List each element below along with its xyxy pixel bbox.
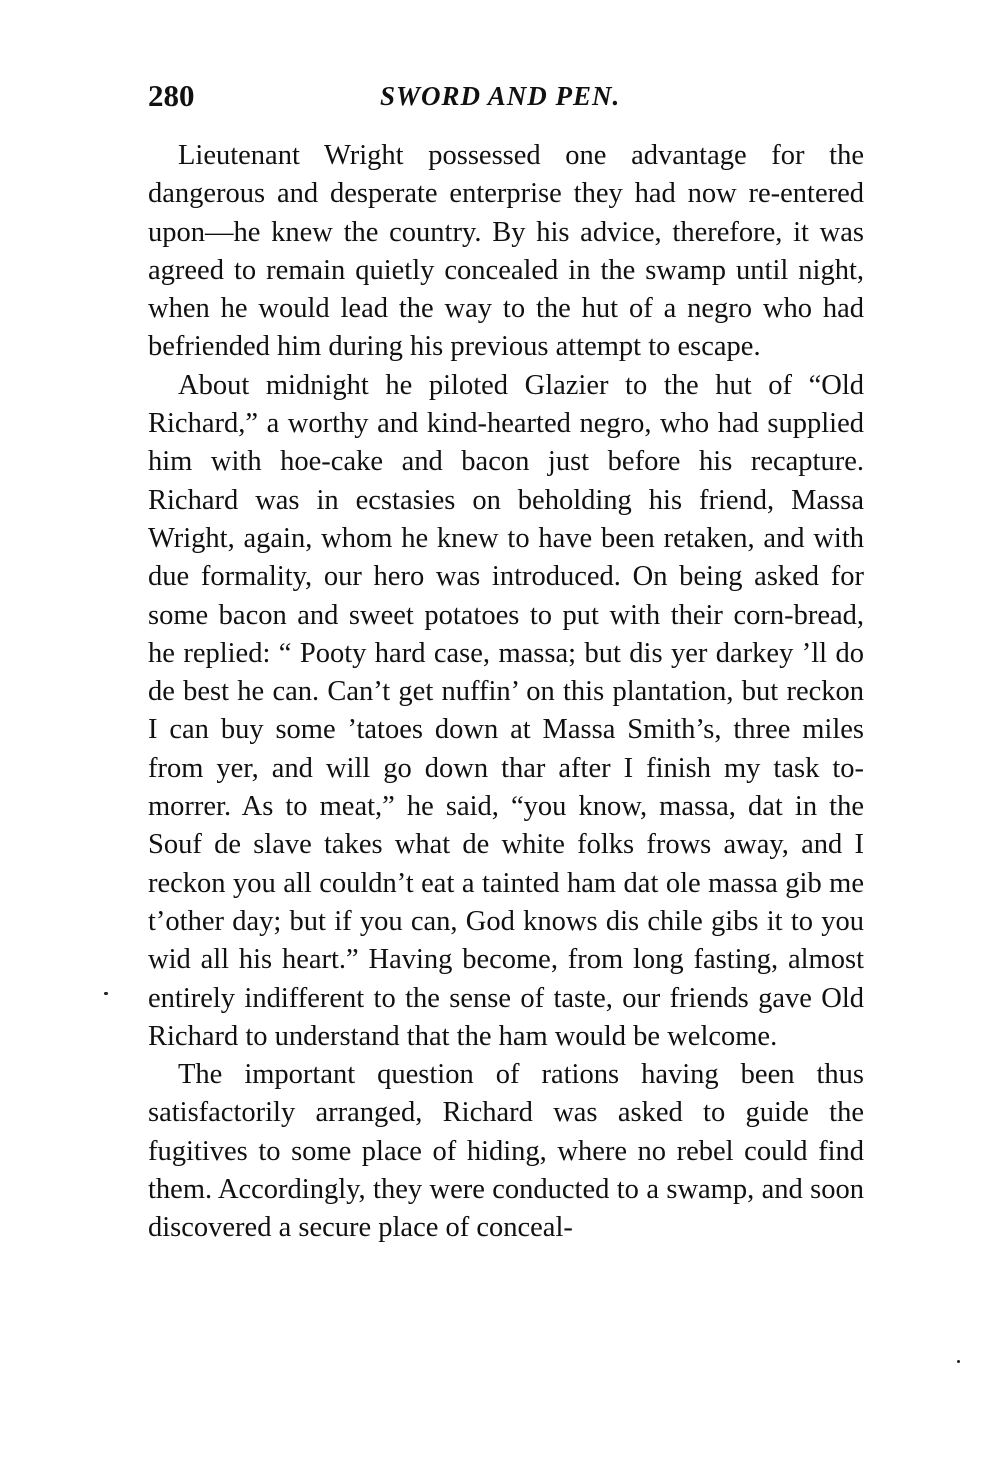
running-title: SWORD AND PEN. bbox=[380, 81, 621, 111]
print-speck bbox=[957, 1360, 960, 1363]
paragraph-3: The important question of rations having been thus satisfactorily arranged, Richard was asked to guide the fugitives to some place of hiding, where no rebel could find them. Accordingly, they were conducted to a swamp, and soon discovered a secure place of conceal- bbox=[148, 1059, 864, 1244]
body-text bbox=[148, 137, 864, 1248]
print-speck bbox=[104, 992, 108, 995]
page-number: 280 bbox=[148, 78, 195, 113]
paragraph-2: About midnight he piloted Glazier to the hut of “Old Richard,” a worthy and kind-hearted negro, who had supplied him with hoe-cake and bacon just before his recapture. Richard was in ecstasies on beholding his friend, Massa Wright, again, whom he knew to have been retaken, and with due formality, our hero was introduced. On being asked for some bacon and sweet potatoes to put with their corn-bread, he replied: “ Pooty hard case, massa; but dis yer darkey ’ll do de best he can. Can’t get nuffin’ on this plantation, but reckon I can buy some ’tatoes down at Massa Smith’s, three miles from yer, and will go down thar after I finish my task to-morrer. As to meat,” he said, “you know, massa, dat in the Souf de slave takes what de white folks frows away, and I reckon you all couldn’t eat a tainted ham dat ole massa gib me t’other day; but if you can, God knows dis chile gibs it to you wid all his heart.” Having become, from long fasting, almost entirely indifferent to the sense of taste, our friends gave Old Richard to understand that the ham would be welcome. bbox=[148, 369, 864, 1052]
paragraph-1: Lieutenant Wright possessed one advantage for the dangerous and desperate enterprise they had now re-entered upon—he knew the country. By his advice, therefore, it was agreed to remain quietly concealed in the swamp until night, when he would lead the way to the hut of a negro who had befriended him during his previous attempt to escape. bbox=[148, 140, 864, 363]
running-head bbox=[148, 76, 864, 116]
